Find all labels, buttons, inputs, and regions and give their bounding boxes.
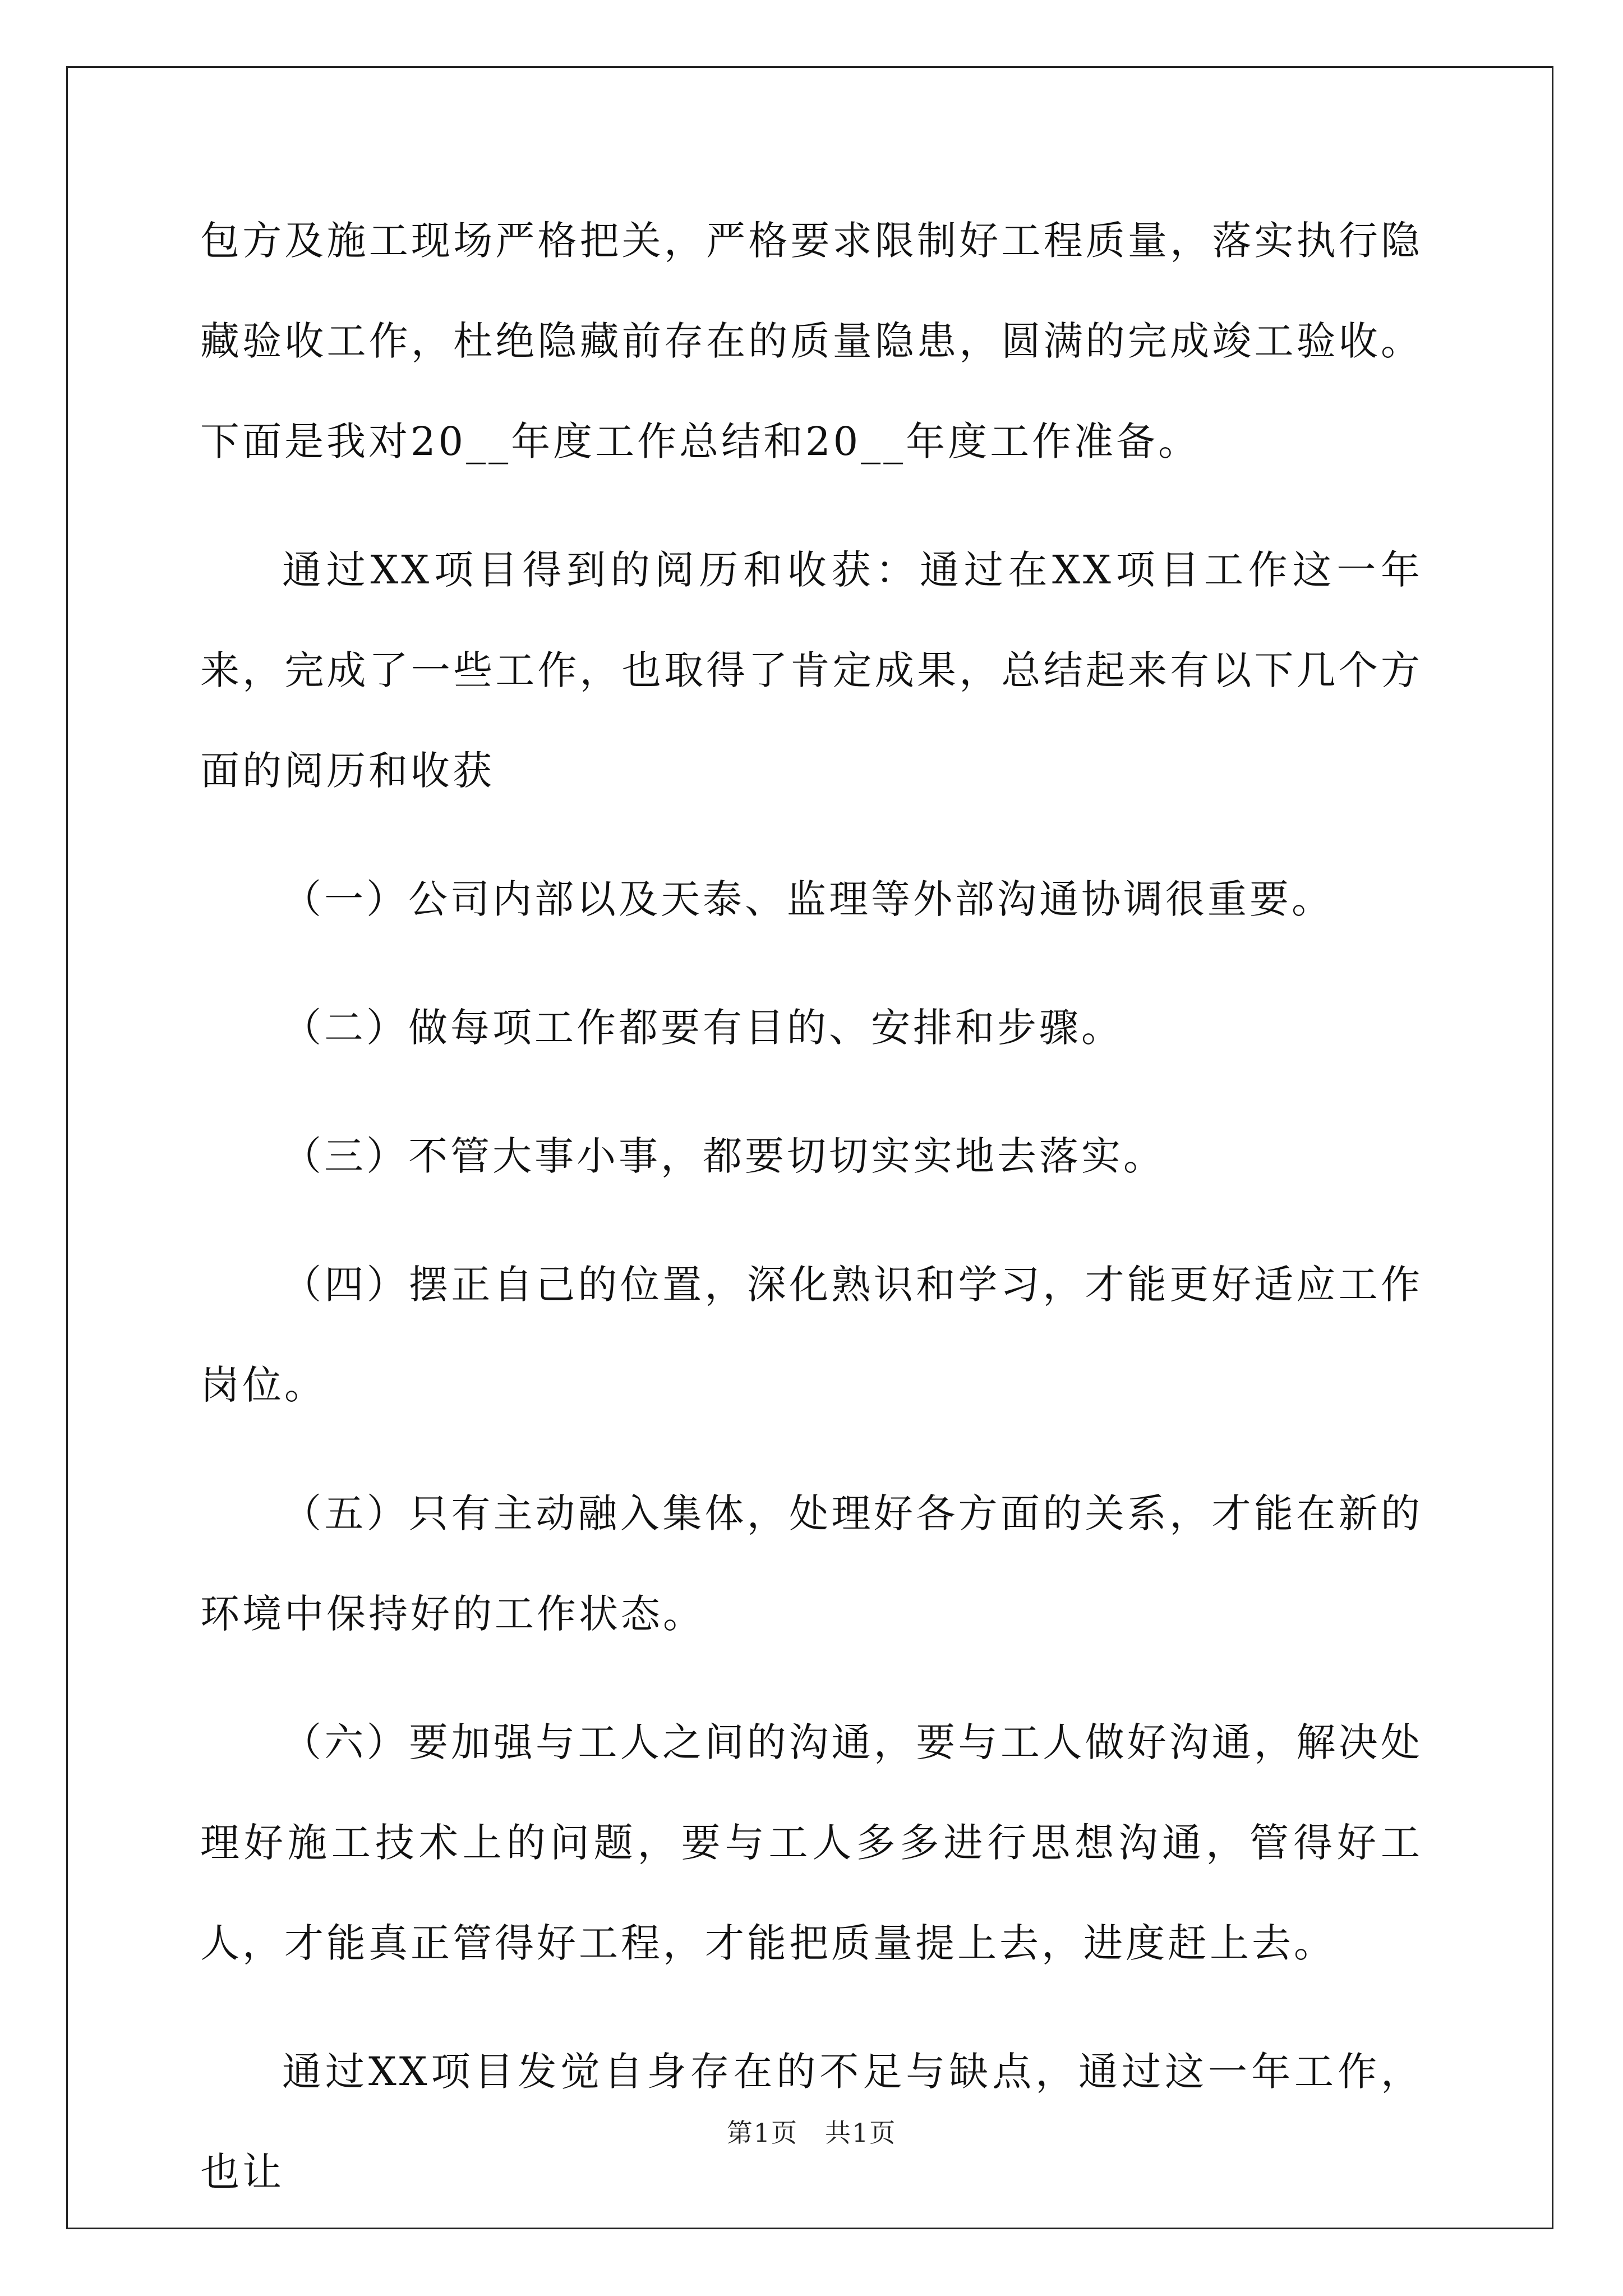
page-number-footer: 第1页 共1页 (726, 2118, 897, 2148)
list-item-4: （四）摆正自己的位置，深化熟识和学习，才能更好适应工作岗位。 (200, 1262, 1423, 1408)
paragraph-1: 包方及施工现场严格把关，严格要求限制好工程质量，落实执行隐藏验收工作，杜绝隐藏前存在的质量隐患，圆满的完成竣工验收。下面是我对20__年度工作总结和20__年度工作准备。 (200, 218, 1423, 464)
paragraph-last: 通过XX项目发觉自身存在的不足与缺点，通过这一年工作，也让 (200, 2049, 1423, 2195)
list-item-2: （二）做每项工作都要有目的、安排和步骤。 (282, 1005, 1123, 1051)
document-body (200, 219, 1423, 2251)
list-item-5: （五）只有主动融入集体，处理好各方面的关系，才能在新的环境中保持好的工作状态。 (200, 1490, 1423, 1637)
list-item-1: （一）公司内部以及天泰、监理等外部沟通协调很重要。 (282, 876, 1334, 922)
list-item-6: （六）要加强与工人之间的沟通，要与工人做好沟通，解决处理好施工技术上的问题，要与工人多多进行思想沟通，管得好工人，才能真正管得好工程，才能把质量提上去，进度赶上去。 (200, 1719, 1423, 1966)
list-item-3: （三）不管大事小事，都要切切实实地去落实。 (282, 1133, 1165, 1179)
paragraph-2: 通过XX项目得到的阅历和收获：通过在XX项目工作这一年来，完成了一些工作，也取得了肯定成果，总结起来有以下几个方面的阅历和收获 (200, 547, 1423, 794)
